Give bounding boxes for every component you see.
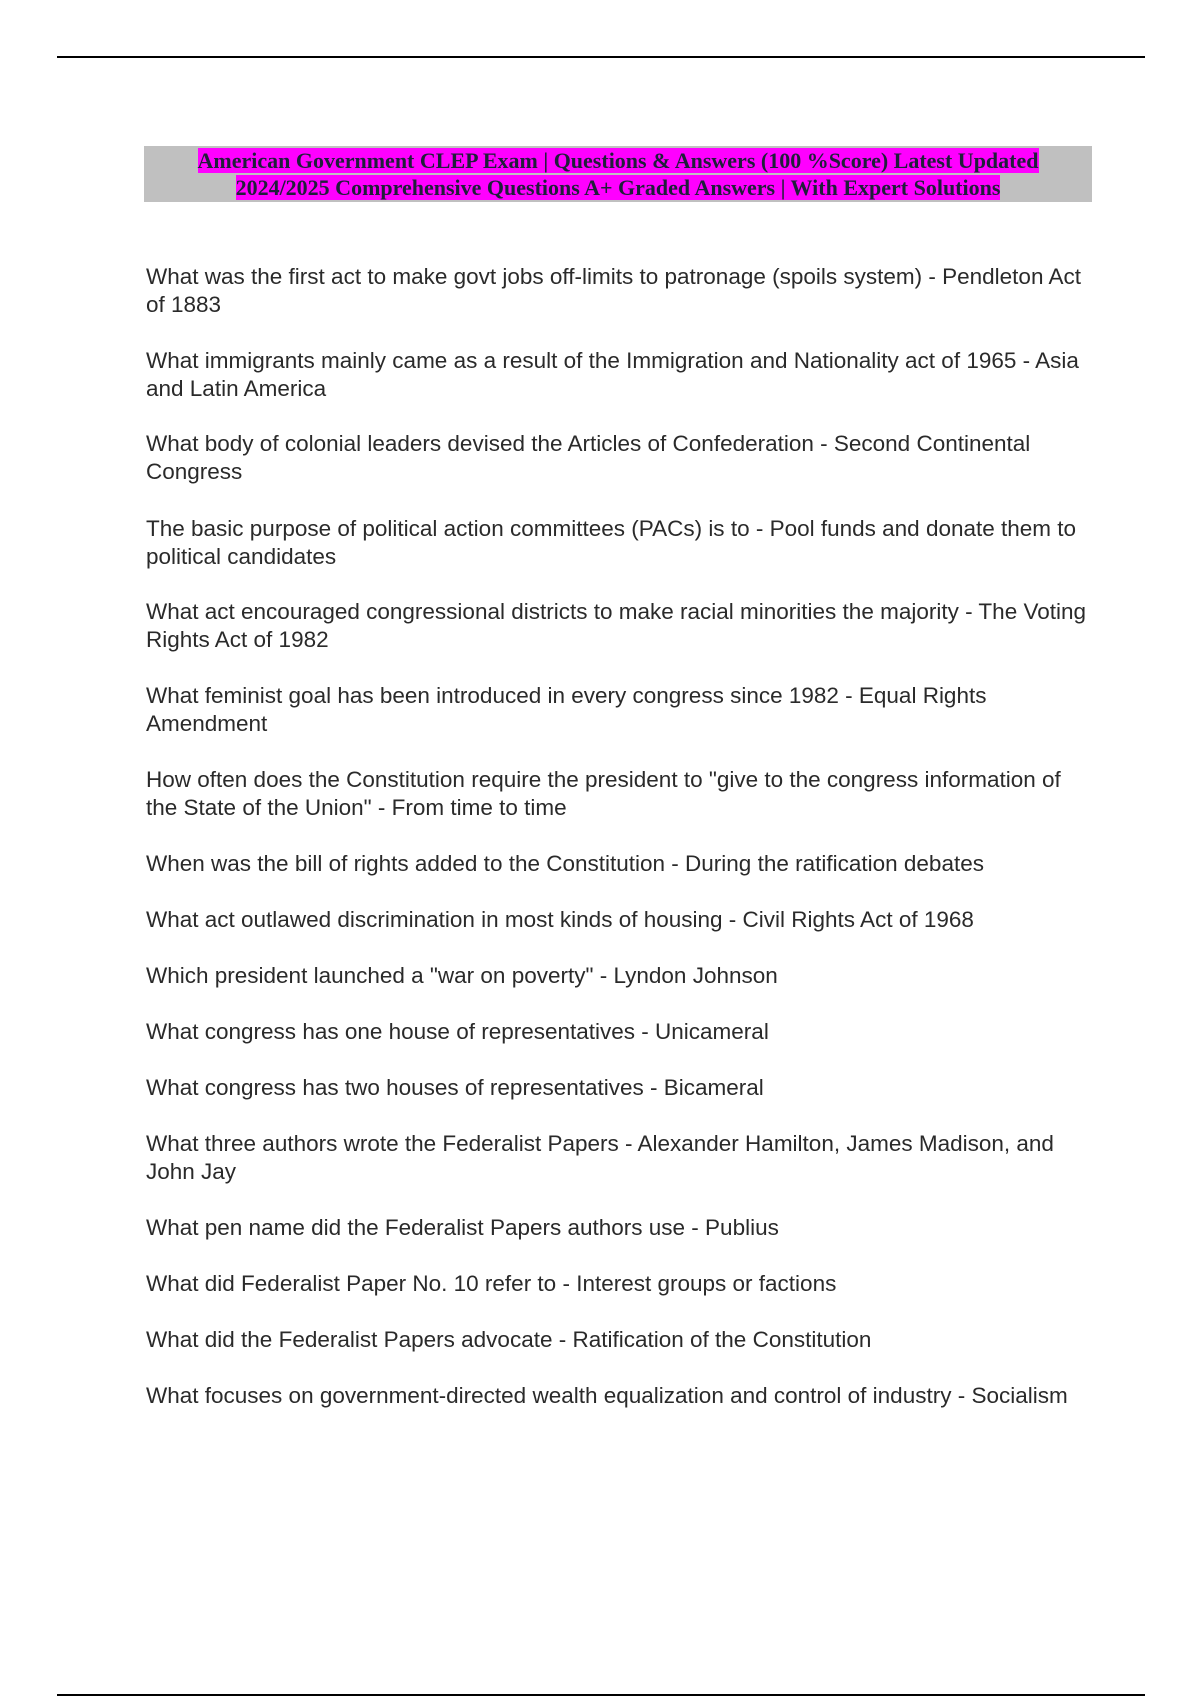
qa-item: What did Federalist Paper No. 10 refer to - Interest groups or factions (146, 1271, 837, 1296)
qa-list (146, 263, 1096, 1410)
qa-item: What pen name did the Federalist Papers authors use - Publius (146, 1215, 779, 1240)
qa-item: What congress has two houses of representatives - Bicameral (146, 1075, 764, 1100)
qa-item: The basic purpose of political action committees (PACs) is to - Pool funds and donate them to political candidates (146, 516, 1077, 569)
qa-item: What feminist goal has been introduced in every congress since 1982 - Equal Rights Amendment (146, 683, 987, 736)
qa-item: When was the bill of rights added to the Constitution - During the ratification debates (146, 851, 984, 876)
bottom-rule (57, 1694, 1145, 1696)
top-rule (57, 56, 1145, 58)
qa-item: What act outlawed discrimination in most kinds of housing - Civil Rights Act of 1968 (146, 907, 974, 932)
title-line-2: 2024/2025 Comprehensive Questions A+ Graded Answers | With Expert Solutions (235, 175, 1001, 200)
document-title (144, 146, 1092, 202)
qa-item: What congress has one house of representatives - Unicameral (146, 1019, 769, 1044)
qa-item: Which president launched a "war on poverty" - Lyndon Johnson (146, 963, 778, 988)
qa-item: What focuses on government-directed wealth equalization and control of industry - Socialism (146, 1383, 1068, 1408)
qa-item: What was the first act to make govt jobs off-limits to patronage (spoils system) - Pendleton Act of 1883 (146, 264, 1081, 317)
qa-item: What body of colonial leaders devised the Articles of Confederation - Second Continental Congress (146, 431, 1031, 484)
qa-item: How often does the Constitution require the president to "give to the congress information of the State of the Union" - From time to time (146, 767, 1061, 820)
qa-item: What did the Federalist Papers advocate - Ratification of the Constitution (146, 1327, 872, 1352)
qa-item: What three authors wrote the Federalist Papers - Alexander Hamilton, James Madison, and John Jay (146, 1131, 1054, 1184)
qa-item: What immigrants mainly came as a result of the Immigration and Nationality act of 1965 - Asia and Latin America (146, 348, 1079, 401)
qa-item: What act encouraged congressional districts to make racial minorities the majority - The Voting Rights Act of 1982 (146, 599, 1087, 652)
title-line-1: American Government CLEP Exam | Questions & Answers (100 %Score) Latest Updated (197, 148, 1039, 173)
